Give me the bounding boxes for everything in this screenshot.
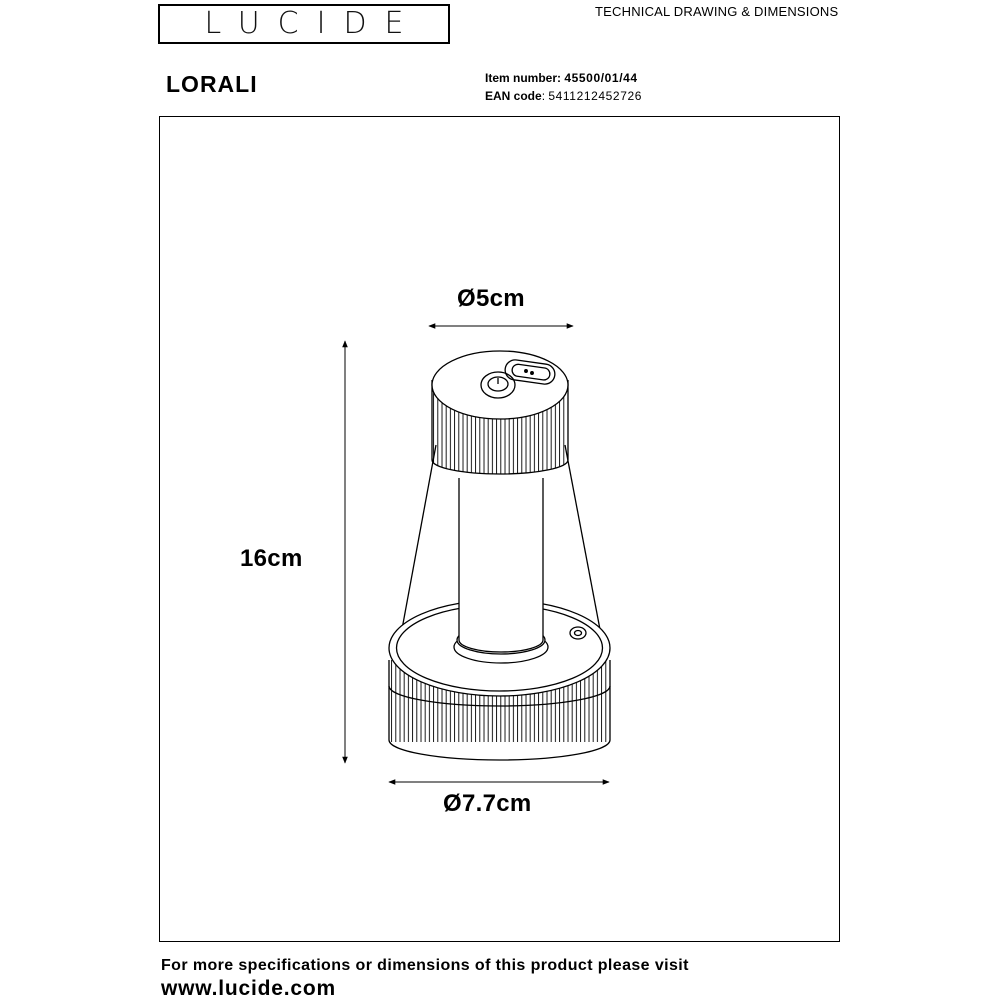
ean-label: EAN code <box>485 89 542 103</box>
document-type-title: TECHNICAL DRAWING & DIMENSIONS <box>595 4 839 19</box>
ean-value: 5411212452726 <box>548 89 643 103</box>
item-number-label: Item number <box>485 71 558 85</box>
item-number-row: Item number: 45500/01/44 <box>485 71 638 85</box>
website-link[interactable]: www.lucide.com <box>161 977 336 1000</box>
item-number-value: 45500/01/44 <box>564 71 638 85</box>
top-diameter-label: Ø5cm <box>457 285 525 312</box>
footer-note: For more specifications or dimensions of this product please visit <box>161 957 689 974</box>
logo-text: LUCIDE <box>204 6 422 41</box>
head-top-disc <box>432 351 568 419</box>
ean-row: EAN code: 5411212452726 <box>485 89 643 103</box>
lamp-outline <box>389 351 610 760</box>
indicator-dot <box>525 370 528 373</box>
height-label: 16cm <box>240 545 303 572</box>
base-diameter-label: Ø7.7cm <box>443 790 532 817</box>
product-name: LORALI <box>166 71 258 97</box>
indicator-dot <box>531 372 534 375</box>
